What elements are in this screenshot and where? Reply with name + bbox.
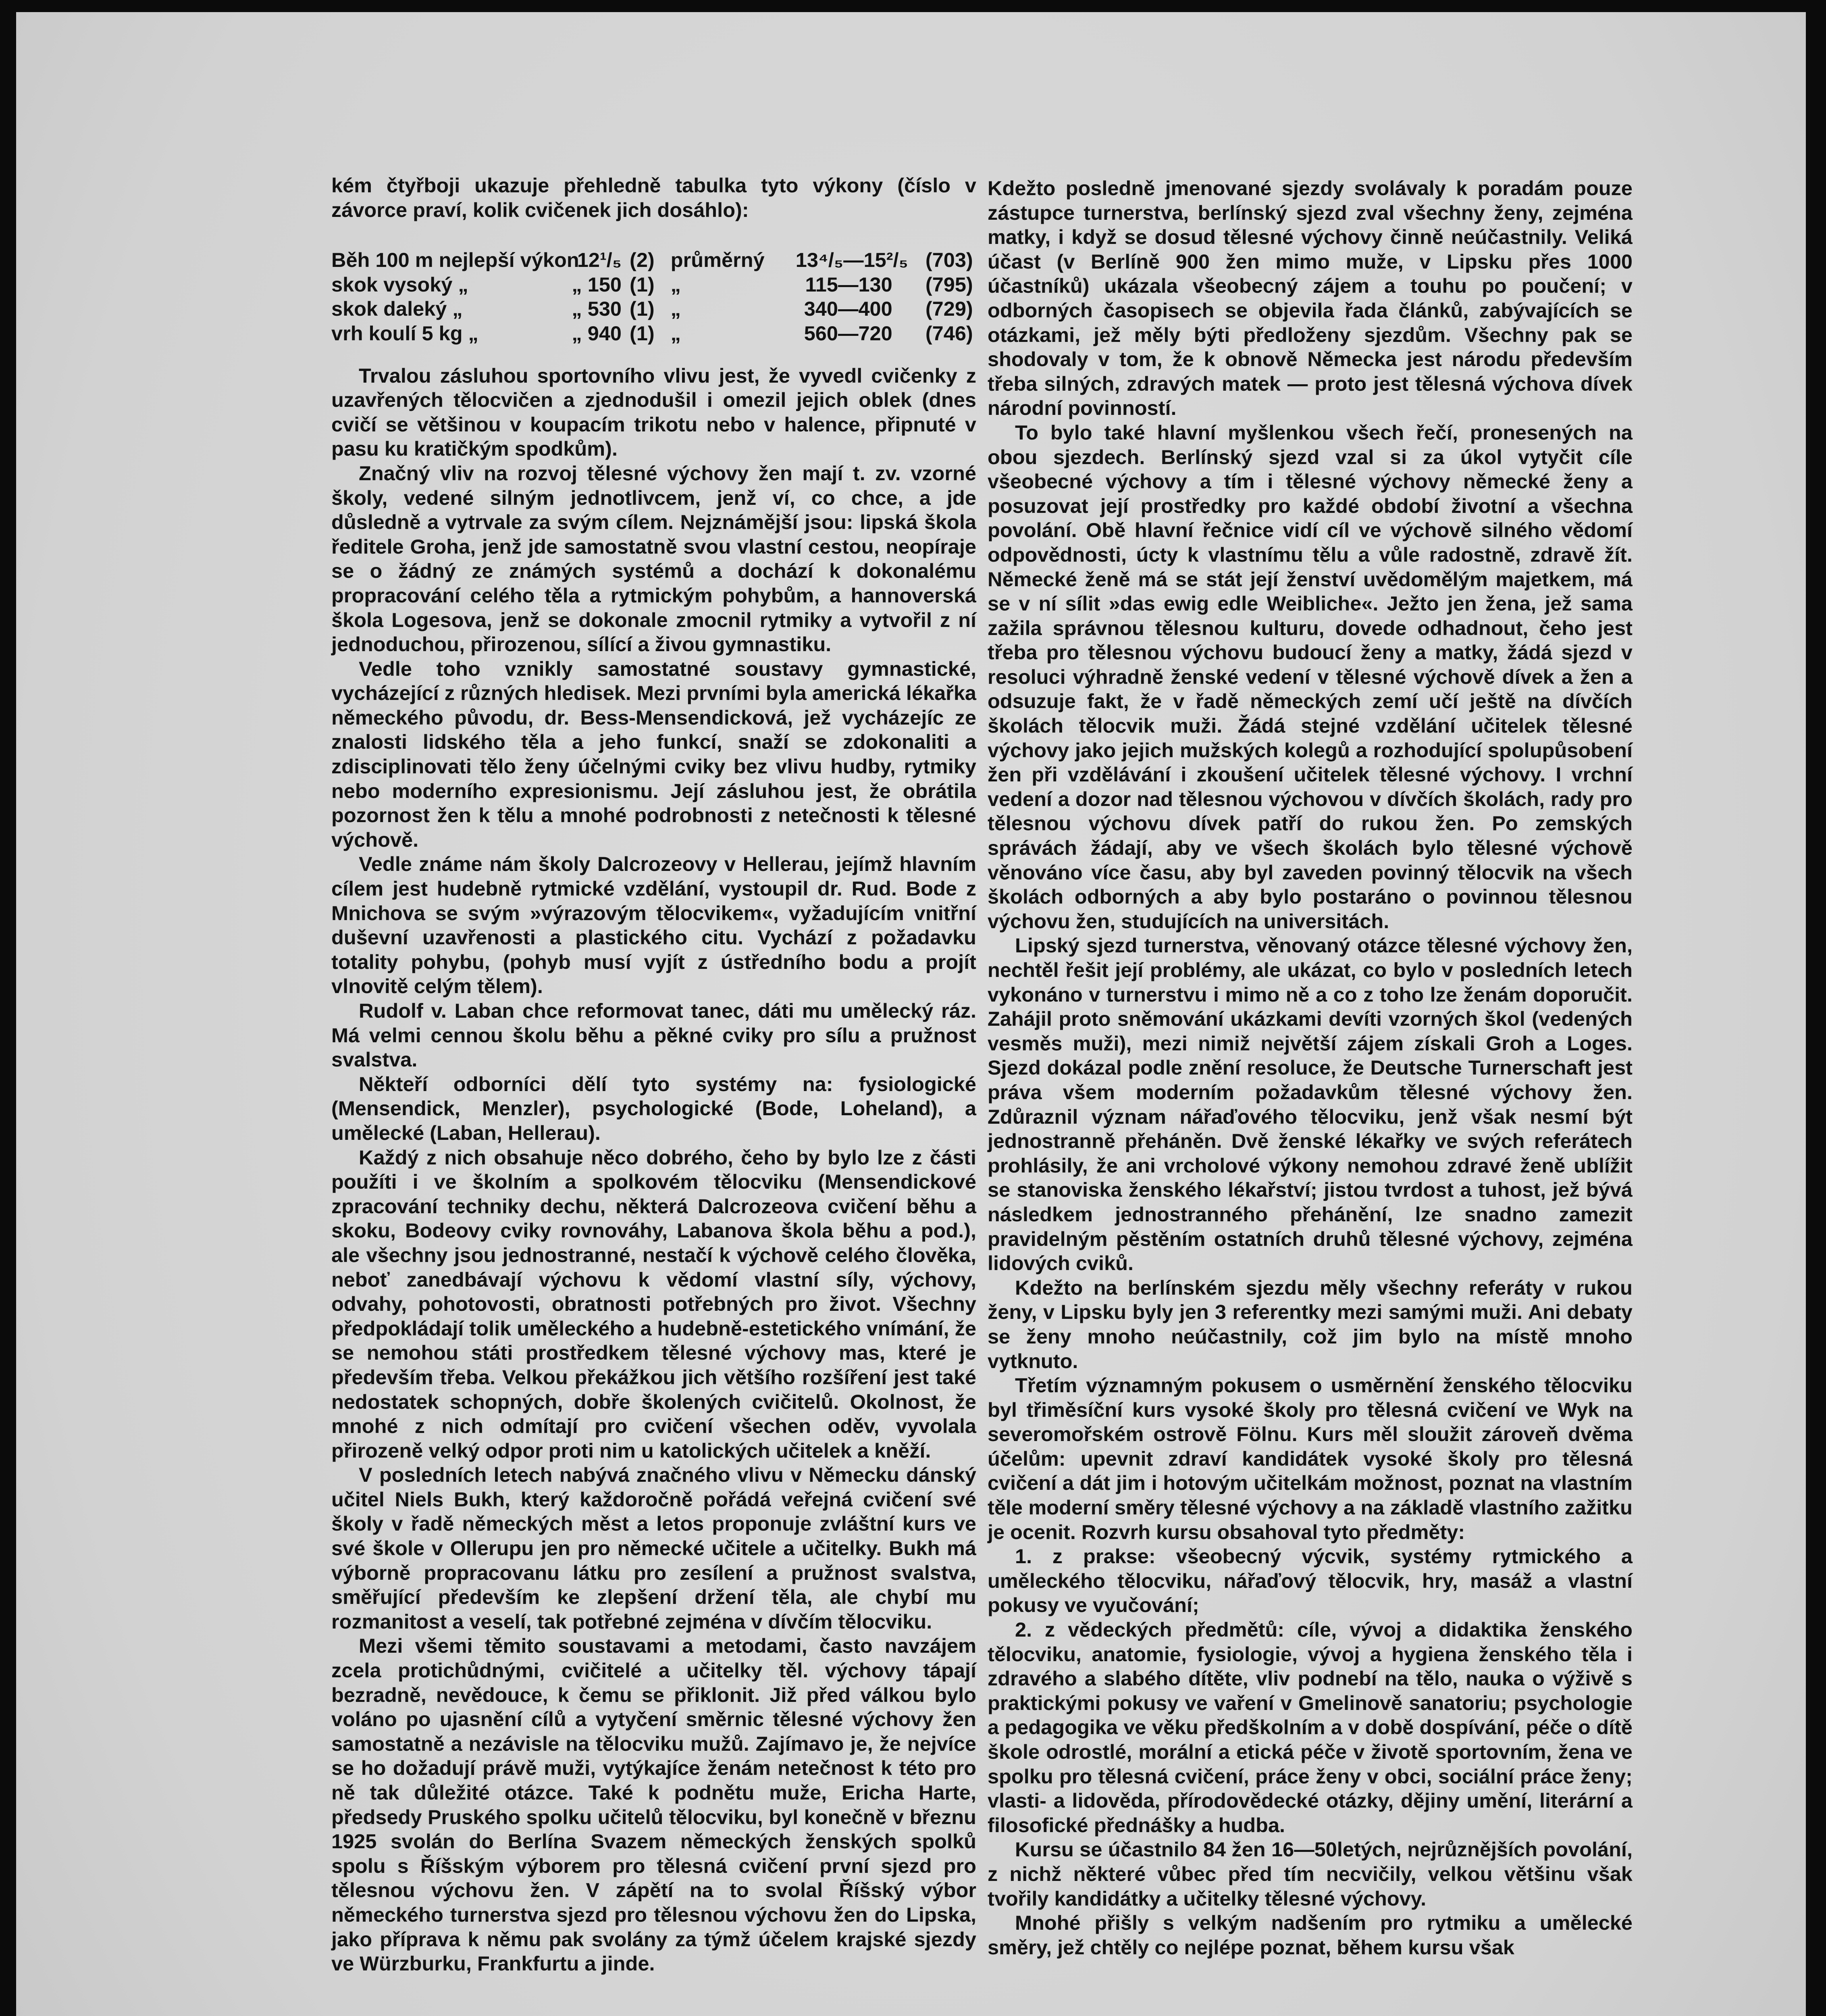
paragraph: Mezi všemi těmito soustavami a metodami, často navzájem zcela protichůdnými, cvičitelé a učitelky těl. výchovy tápají bezradně, nevědouce, k čemu se přiklonit. Již před válkou bylo voláno po ujasnění cílů a vytyčení směrnic tělesné výchovy žen samostatně a nezávisle na tělocviku mužů. Zajímavo je, že nejvíce se ho dožadují právě muži, vytýkajíce ženám netečnost k této pro ně tak důležité otázce. Také k podnětu muže, Ericha Harte, předsedy Pruského spolku učitelů tělocviku, byl konečně v březnu 1925 svolán do Berlína Svazem německých ženských spolků spolu s Říšským výborem pro tělesná cvičení první sjezd pro tělesnou výchovu žen. V zápětí na to svolal Říšský výbor německého turnerstva sjezd pro tělesnou výchovu žen do Lipska, jako příprava k němu pak svolány za týmž účelem krajské sjezdy ve Würzburku, Frankfurtu a jinde. <box>331 1634 976 1975</box>
paragraph: Vedle toho vznikly samostatné soustavy gymnastické, vycházející z různých hledisek. Mezi prvními byla americká lékařka německého původu, dr. Bess-Mensendicková, jež vycházejíc ze znalosti lidského těla a jeho funkcí, snaží se zdokonaliti a zdisciplinovati tělo ženy účelnými cviky bez vlivu hudby, rytmiky nebo moderního expresionismu. Její zásluhou jest, že obrátila pozornost žen k tělu a mnohé podrobnosti z netečnosti k tělesné výchově. <box>331 657 976 851</box>
table-cell-count: (1) <box>630 273 655 296</box>
paragraph: V posledních letech nabývá značného vlivu v Německu dánský učitel Niels Bukh, který každoročně pořádá veřejná cvičení své školy v řadě německých měst a letos proponuje zvláštní kurs ve své škole v Ollerupu jen pro německé učitele a učitelky. Bukh má výborně propracovanu látku pro zesílení a pružnost svalstva, směřující především ke zlepšení držení těla, ale chybí mu rozmanitost a veselí, tak potřebné zejména v dívčím tělocviku. <box>331 1463 976 1633</box>
results-table <box>331 248 976 346</box>
table-cell-count: (2) <box>630 248 655 272</box>
paragraph: Trvalou zásluhou sportovního vlivu jest, že vyvedl cvičenky z uzavřených tělocvičen a zjednodušil i omezil jejich oblek (dnes cvičí se většinou v koupacím trikotu nebo v halence, připnuté v pasu ku kratičkým spodkům). <box>331 364 976 460</box>
paragraph: Kdežto na berlínském sjezdu měly všechny referáty v rukou ženy, v Lipsku byly jen 3 referentky mezi samými muži. Ani debaty se ženy mnoho neúčastnily, což jim bylo na místě mnoho vytknuto. <box>988 1276 1633 1372</box>
table-cell-range: 560—720 <box>804 321 892 345</box>
paragraph: Někteří odborníci dělí tyto systémy na: fysiologické (Mensendick, Menzler), psychologické (Bode, Loheland), a umělecké (Laban, Hellerau). <box>331 1072 976 1144</box>
table-cell-avg-label: „ <box>670 297 681 321</box>
table-cell-avg-label: „ <box>670 273 681 296</box>
document-page <box>16 12 1806 2016</box>
table-cell-event: vrh koulí 5 kg „ <box>331 321 478 345</box>
table-intro: kém čtyřboji ukazuje přehledně tabulka tyto výkony (číslo v závorce praví, kolik cvičenek jich dosáhlo): <box>331 174 976 221</box>
table-cell-avg-count: (746) <box>925 321 973 345</box>
paragraph: 2. z vědeckých předmětů: cíle, vývoj a didaktika ženského tělocviku, anatomie, fysiologie, vývoj a hygiena ženského těla i zdravého a slabého dítěte, vliv podnebí na tělo, nauka o výživě s praktickými pokusy ve vaření v Gmelinově sanatoriu; psychologie a pedagogika ve věku předškolním a v době dospívání, péče o dítě škole odrostlé, morální a etická péče v životě sportovním, žena ve spolku pro tělesná cvičení, práce ženy v obci, sociální práce ženy; vlasti- a lidověda, přírodovědecké otázky, dějiny umění, literární a filosofické přednášky a hudba. <box>988 1618 1633 1837</box>
table-cell-event: Běh 100 m nejlepší výkon <box>331 248 579 272</box>
table-cell-event: skok vysoký „ <box>331 273 468 296</box>
left-column <box>331 173 976 1976</box>
table-cell-range: 13⁴/₅—15²/₅ <box>795 248 908 272</box>
table-row <box>331 297 976 321</box>
paragraph: Vedle známe nám školy Dalcrozeovy v Hellerau, jejímž hlavním cílem jest hudebně rytmické vzdělání, vystoupil dr. Rud. Bode z Mnichova se svým »výrazovým tělocvikem«, vyžadujícím vnitřní duševní uzavřenosti a plastického citu. Vychází z požadavku totality pohybu, (pohyb musí vyjít z ústředního bodu a projít vlnovitě celým tělem). <box>331 852 976 998</box>
paragraph: Lipský sjezd turnerstva, věnovaný otázce tělesné výchovy žen, nechtěl řešit její problémy, ale ukázat, co bylo v posledních letech vykonáno v turnerstvu i mimo ně a co z toho lze ženám doporučit. Zahájil proto sněmování ukázkami devíti vzorných škol (vedených vesměs muži), mezi nimiž největší zájem získali Groh a Loges. Sjezd dokázal podle znění resoluce, že Deutsche Turnerschaft jest práva všem moderním požadavkům tělesné výchovy žen. Zdůraznil význam nářaďového tělocviku, jenž však nesmí být jednostranně přeháněn. Dvě ženské lékařky ve svých referátech prohlásily, že ani vrcholové výkony nemohou zdravé ženě ublížit se stanoviska ženského lékařství; jistou tvrdost a tuhost, jež bývá následkem jednostranného přehánění, lze snadno zamezit pravidelným pěstěním ostatních druhů tělesné výchovy, zejména lidových cviků. <box>988 934 1633 1275</box>
table-row <box>331 248 976 273</box>
paragraph: Třetím významným pokusem o usměrnění ženského tělocviku byl třiměsíční kurs vysoké školy pro tělesná cvičení ve Wyk na severomořském ostrově Fölnu. Kurs měl sloužit zároveň dvěma účelům: upevnit zdraví kandidátek vysoké školy pro tělesná cvičení a dát jim i hotovým učitelkám možnost, poznat na vlastním těle moderní směry tělesné výchovy a na základě vlastního zažitku je ocenit. Rozvrh kursu obsahoval tyto předměty: <box>988 1374 1633 1543</box>
table-cell-avg-count: (729) <box>925 297 973 321</box>
table-row <box>331 273 976 297</box>
table-cell-best: „ 940 <box>572 321 622 345</box>
paragraph: Rudolf v. Laban chce reformovat tanec, dáti mu umělecký ráz. Má velmi cennou školu běhu a pěkné cviky pro sílu a pružnost svalstva. <box>331 999 976 1071</box>
right-column <box>988 176 1633 1960</box>
paragraph: Mnohé přišly s velkým nadšením pro rytmiku a umělecké směry, jež chtěly co nejlépe poznat, během kursu však <box>988 1911 1633 1959</box>
table-cell-count: (1) <box>630 297 655 321</box>
table-cell-best: „ 530 <box>572 297 622 321</box>
paragraph: Kdežto posledně jmenované sjezdy svolávaly k poradám pouze zástupce turnerstva, berlínský sjezd zval všechny ženy, zejména matky, i když se dosud tělesné výchovy činně neúčastnily. Veliká účast (v Berlíně 900 žen mimo muže, v Lipsku přes 1000 účastníků) ukázala všeobecný zájem a touhu po poučení; v odborných časopisech se objevila řada článků, zabývajících se otázkami, jež měly býti předloženy sjezdům. Všechny pak se shodovaly v tom, že k obnově Německa jest národu především třeba silných, zdravých matek — proto jest tělesná výchova dívek národní povinností. <box>988 177 1633 420</box>
paragraph: To bylo také hlavní myšlenkou všech řečí, pronesených na obou sjezdech. Berlínský sjezd vzal si za úkol vytyčit cíle všeobecné výchovy a tím i tělesné výchovy německé ženy a posuzovat její prostředky pro každé období životní a všechna povolání. Obě hlavní řečnice vidí cíl ve výchově silného vědomí odpovědnosti, úcty k vlastnímu tělu a vůle radostně, zdravě žít. Německé ženě má se stát její ženství uvědomělým majetkem, má se v ní sílit »das ewig edle Weibliche«. Ježto jen žena, jež sama zažila správnou tělesnou kulturu, dovede odhadnout, čeho jest třeba pro tělesnou výchovu budoucí ženy a matky, žádá sjezd v resoluci výhradně ženské vedení v tělesné výchově dívek a žen a odsuzuje fakt, že v řadě německých zemí učí ještě na dívčích školách tělocvik muži. Žádá stejné vzdělání učitelek tělesné výchovy jako jejich mužských kolegů a rozhodující spolupůsobení žen při vzdělávání i zkoušení učitelek tělesné výchovy. I vrchní vedení a dozor nad tělesnou výchovou v dívčích školách, rady pro tělesnou výchovu dívek patří do rukou žen. Po zemských správách žádají, aby ve všech školách bylo tělesné výchově věnováno více času, aby byl zaveden povinný tělocvik na všech školách odborných a aby bylo postaráno o povinnou tělesnou výchovu žen, studujících na universitách. <box>988 421 1633 933</box>
table-cell-avg-count: (795) <box>925 273 973 296</box>
paragraph: Kursu se účastnilo 84 žen 16—50letých, nejrůznějších povolání, z nichž některé vůbec před tím necvičily, velkou většinu však tvořily kandidátky a učitelky tělesné výchovy. <box>988 1838 1633 1910</box>
table-cell-event: skok daleký „ <box>331 297 463 321</box>
table-cell-avg-count: (703) <box>925 248 973 272</box>
paragraph: Značný vliv na rozvoj tělesné výchovy žen mají t. zv. vzorné školy, vedené silným jednotlivcem, jenž ví, co chce, a jde důsledně a vytrvale za svým cílem. Nejznámější jsou: lipská škola ředitele Groha, jenž jde samostatně svou vlastní cestou, neopíraje se o žádný ze známých systémů a dochází k dokonalému propracování celého těla a rytmickým pohybům, a hannoverská škola Logesova, jenž se dokonale zmocnil rytmiky a vytvořil z ní jednoduchou, přirozenou, sílící a živou gymnastiku. <box>331 461 976 656</box>
table-cell-avg-label: průměrný <box>670 248 765 272</box>
table-cell-best: 12¹/₅ <box>577 248 622 272</box>
table-cell-avg-label: „ <box>670 321 681 345</box>
table-cell-count: (1) <box>630 321 655 345</box>
table-cell-range: 340—400 <box>804 297 892 321</box>
table-cell-best: „ 150 <box>572 273 622 296</box>
paragraph: Každý z nich obsahuje něco dobrého, čeho by bylo lze z části použíti i ve školním a spolkovém tělocviku (Mensendickové zpracování techniky dechu, některá Dalcrozeova cvičení běhu a skoku, Bodeovy cviky rovnováhy, Labanova škola běhu a pod.), ale všechny jsou jednostranné, nestačí k výchově celého člověka, neboť zanedbávají výchovu k vědomí vlastní síly, výchovy, odvahy, pohotovosti, obratnosti potřebných pro život. Všechny předpokládají tolik uměleckého a hudebně-estetického vnímání, že se nemohou státi prostředkem tělesné výchovy mas, které je především třeba. Velkou překážkou jich většího rozšíření jest také nedostatek schopných, dobře školených cvičitelů. Okolnost, že mnohé z nich odmítají pro cvičení všechen oděv, vyvolala přirozeně velký odpor proti nim u katolických učitelek a kněží. <box>331 1145 976 1462</box>
table-row <box>331 321 976 346</box>
table-cell-range: 115—130 <box>805 273 892 296</box>
paragraph: 1. z prakse: všeobecný výcvik, systémy rytmického a uměleckého tělocviku, nářaďový tělocvik, hry, masáž a vlastní pokusy ve vyučování; <box>988 1545 1633 1617</box>
